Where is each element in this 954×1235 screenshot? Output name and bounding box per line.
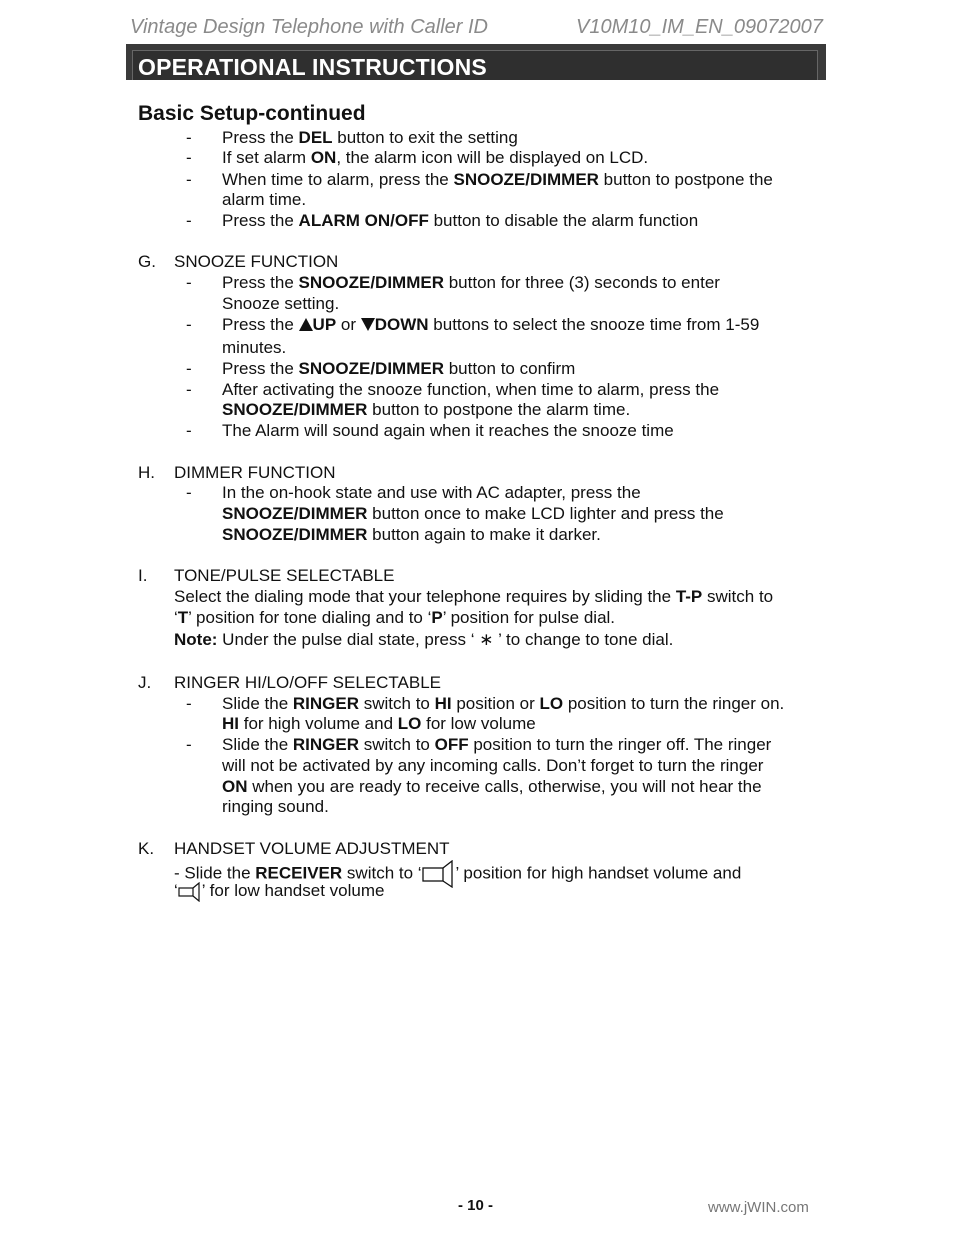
- section-letter: G.: [138, 252, 156, 271]
- list-item: After activating the snooze function, when time to alarm, press the: [222, 380, 720, 399]
- banner-title: OPERATIONAL INSTRUCTIONS: [138, 54, 487, 80]
- note-line: Note: Under the pulse dial state, press ‘ ∗ ’ to change to tone dial.: [174, 630, 674, 649]
- list-item-cont: alarm time.: [222, 190, 307, 209]
- bullet-dash: -: [186, 421, 192, 440]
- list-item-cont: ON when you are ready to receive calls, otherwise, you will not hear the: [222, 777, 762, 796]
- bullet-dash: -: [186, 315, 192, 334]
- header-doc-title: Vintage Design Telephone with Caller ID: [130, 16, 488, 38]
- list-item: Press the SNOOZE/DIMMER button to confirm: [222, 359, 576, 378]
- bullet-dash: -: [186, 273, 192, 292]
- section-title: SNOOZE FUNCTION: [174, 252, 339, 271]
- list-item: When time to alarm, press the SNOOZE/DIMMER button to postpone the: [222, 170, 773, 189]
- paragraph-line: Select the dialing mode that your telephone requires by sliding the T-P switch to: [174, 587, 774, 606]
- list-item: Press the SNOOZE/DIMMER button for three (3) seconds to enter: [222, 273, 720, 292]
- section-letter: K.: [138, 839, 155, 858]
- section-banner: [126, 44, 826, 80]
- section-letter: H.: [138, 463, 155, 482]
- paragraph-line: ‘T’ position for tone dialing and to ‘P’ position for pulse dial.: [174, 608, 616, 627]
- section-letter: J.: [138, 673, 152, 692]
- list-item-cont: SNOOZE/DIMMER button again to make it darker.: [222, 525, 601, 544]
- section-title: TONE/PULSE SELECTABLE: [174, 566, 395, 585]
- bullet-dash: -: [186, 359, 192, 378]
- section-title: HANDSET VOLUME ADJUSTMENT: [174, 839, 450, 858]
- bullet-dash: -: [186, 148, 192, 167]
- list-item-cont: will not be activated by any incoming calls. Don’t forget to turn the ringer: [222, 756, 764, 775]
- list-item-cont: ringing sound.: [222, 797, 329, 816]
- list-item: If set alarm ON, the alarm icon will be displayed on LCD.: [222, 148, 649, 167]
- section-title: RINGER HI/LO/OFF SELECTABLE: [174, 673, 442, 692]
- header-doc-code: V10M10_IM_EN_09072007: [576, 16, 823, 38]
- list-item-cont: minutes.: [222, 338, 287, 357]
- section-letter: I.: [138, 566, 148, 585]
- list-item-cont: SNOOZE/DIMMER button once to make LCD lighter and press the: [222, 504, 724, 523]
- bullet-dash: -: [186, 483, 192, 502]
- bullet-dash: -: [186, 735, 192, 754]
- list-item: In the on-hook state and use with AC adapter, press the: [222, 483, 641, 502]
- list-item: The Alarm will sound again when it reaches the snooze time: [222, 421, 674, 440]
- list-item: Slide the RINGER switch to OFF position to turn the ringer off. The ringer: [222, 735, 772, 754]
- bullet-dash: -: [186, 211, 192, 230]
- triangle-up-icon: [299, 318, 313, 331]
- list-item-cont: Snooze setting.: [222, 294, 340, 313]
- bullet-dash: -: [186, 128, 192, 147]
- list-item-cont: HI for high volume and LO for low volume: [222, 714, 536, 733]
- speaker-small-icon: [178, 881, 202, 900]
- list-item: Press the ALARM ON/OFF button to disable the alarm function: [222, 211, 699, 230]
- list-item: Slide the RINGER switch to HI position or LO position to turn the ringer on.: [222, 694, 785, 713]
- list-item-cont: SNOOZE/DIMMER button to postpone the alarm time.: [222, 400, 631, 419]
- triangle-down-icon: [361, 318, 375, 331]
- bullet-dash: -: [186, 380, 192, 399]
- footer-url: www.jWIN.com: [708, 1199, 809, 1216]
- subtitle: Basic Setup-continued: [138, 102, 366, 125]
- speaker-large-icon: [422, 863, 456, 882]
- paragraph-line: ‘ ’ for low handset volume: [174, 881, 385, 900]
- section-title: DIMMER FUNCTION: [174, 463, 336, 482]
- page-number: - 10 -: [458, 1197, 494, 1214]
- list-item: Press the DEL button to exit the setting: [222, 128, 518, 147]
- bullet-dash: -: [186, 694, 192, 713]
- list-item: Press the UP or DOWN buttons to select the snooze time from 1-59: [222, 315, 760, 334]
- paragraph-line: - Slide the RECEIVER switch to ‘ ’ position for high handset volume and: [174, 860, 741, 888]
- bullet-dash: -: [186, 170, 192, 189]
